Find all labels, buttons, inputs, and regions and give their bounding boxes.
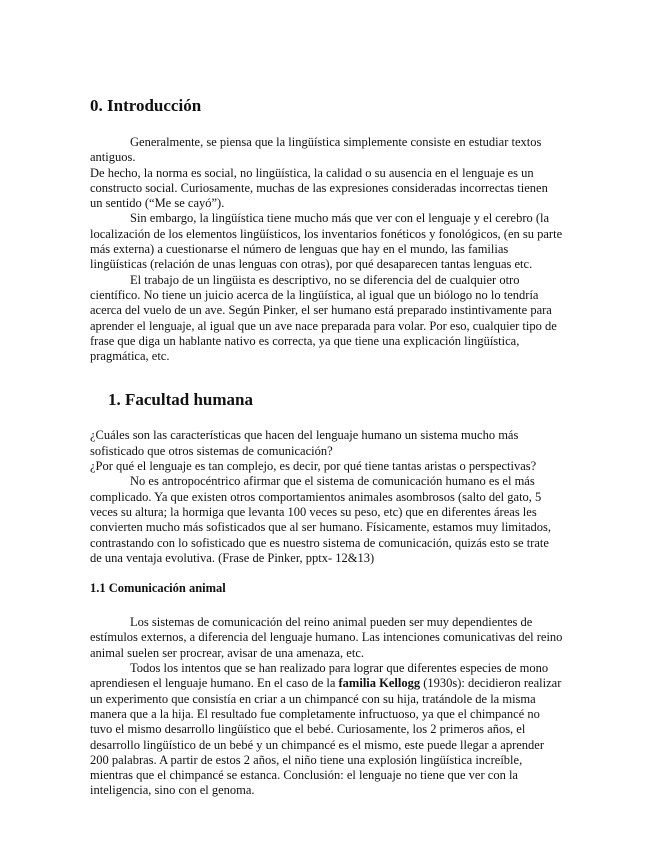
familia-kellogg-bold: familia Kellogg: [338, 676, 421, 691]
comunicacion-text-a: Todos los intentos que se han realizado para lograr que diferentes especies de mono aprendiesen el lenguaje humano. En el caso de la: [90, 661, 549, 691]
intro-paragraph-1: Generalmente, se piensa que la lingüística simplemente consiste en estudiar textos antiguos.: [90, 135, 542, 165]
intro-paragraph-3: Sin embargo, la lingüística tiene mucho más que ver con el lenguaje y el cerebro (la localización de los elementos lingüísticos, los inventarios fonéticos y fonológicos, (en su parte más externa) a cuestionarse el número de lenguas que hay en el mundo, las familias lingüísticas (relación de unas lenguas con otras), por qué desaparecen tantas lenguas etc.: [90, 211, 563, 272]
comunicacion-paragraph-2: [90, 661, 563, 799]
intro-paragraph-2: De hecho, la norma es social, no lingüística, la calidad o su ausencia en el lenguaje es un constructo social. Curiosamente, muchas de las expresiones consideradas incorrectas tienen un sentido (“Me se cayó”).: [90, 165, 548, 211]
facultad-paragraph-1: No es antropocéntrico afirmar que el sistema de comunicación humano es el más complicado. Ya que existen otros comportamientos animales asombrosos (salto del gato, 5 veces su altura; la hormiga que levanta 100 veces su peso, etc) que en diferentes áreas les convierten mucho más sofisticados que al ser humano. Físicamente, estamos muy limitados, contrastando con lo sofisticado que es nuestro sistema de comunicación, quizás esto se trate de una ventaja evolutiva. (Frase de Pinker, pptx- 12&13): [90, 474, 552, 565]
facultad-question-1: ¿Cuáles son las características que hacen del lenguaje humano un sistema mucho más sofisticado que otros sistemas de comunicación?: [90, 428, 519, 458]
comunicacion-paragraph-1: Los sistemas de comunicación del reino animal pueden ser muy dependientes de estímulos externos, a diferencia del lenguaje humano. Las intenciones comunicativas del reino animal suelen ser procrear, avisar de una amenaza, etc.: [90, 615, 563, 660]
heading-comunicacion-animal: 1.1 Comunicación animal: [90, 581, 226, 596]
intro-paragraph-4: El trabajo de un lingüista es descriptivo, no se diferencia del de cualquier otro científico. No tiene un juicio acerca de la lingüística, al igual que un biólogo no lo tendría acerca del vuelo de un ave. Según Pinker, el ser humano está preparado instintivamente para aprender el lenguaje, al igual que un ave nace preparada para volar. Por eso, cualquier tipo de frase que diga un hablante nativo es correcta, ya que tiene una explicación lingüística, pragmática, etc.: [90, 272, 557, 364]
heading-facultad-humana: 1. Facultad humana: [108, 390, 253, 410]
facultad-question-2: ¿Por qué el lenguaje es tan complejo, es decir, por qué tiene tantas aristas o perspectivas?: [90, 459, 537, 474]
heading-introduccion: 0. Introducción: [90, 96, 202, 115]
spacer: [90, 566, 563, 581]
comunicacion-text-b: (1930s): decidieron realizar un experimento que consistía en criar a un chimpancé con su hija, tratándole de la misma manera que a la hija. El resultado fue completamente infructuoso, ya que el chimpancé no tuvo el mismo desarrollo lingüístico que el bebé. Curiosamente, los 2 primeros años, el desarrollo lingüístico de un bebé y un chimpancé es el mismo, este puede llegar a aprender 200 palabras. A partir de estos 2 años, el niño tiene una explosión lingüística increíble, mientras que el chimpancé se estanca. Conclusión: el lenguaje no tiene que ver con la inteligencia, sino con el genoma.: [90, 676, 562, 798]
